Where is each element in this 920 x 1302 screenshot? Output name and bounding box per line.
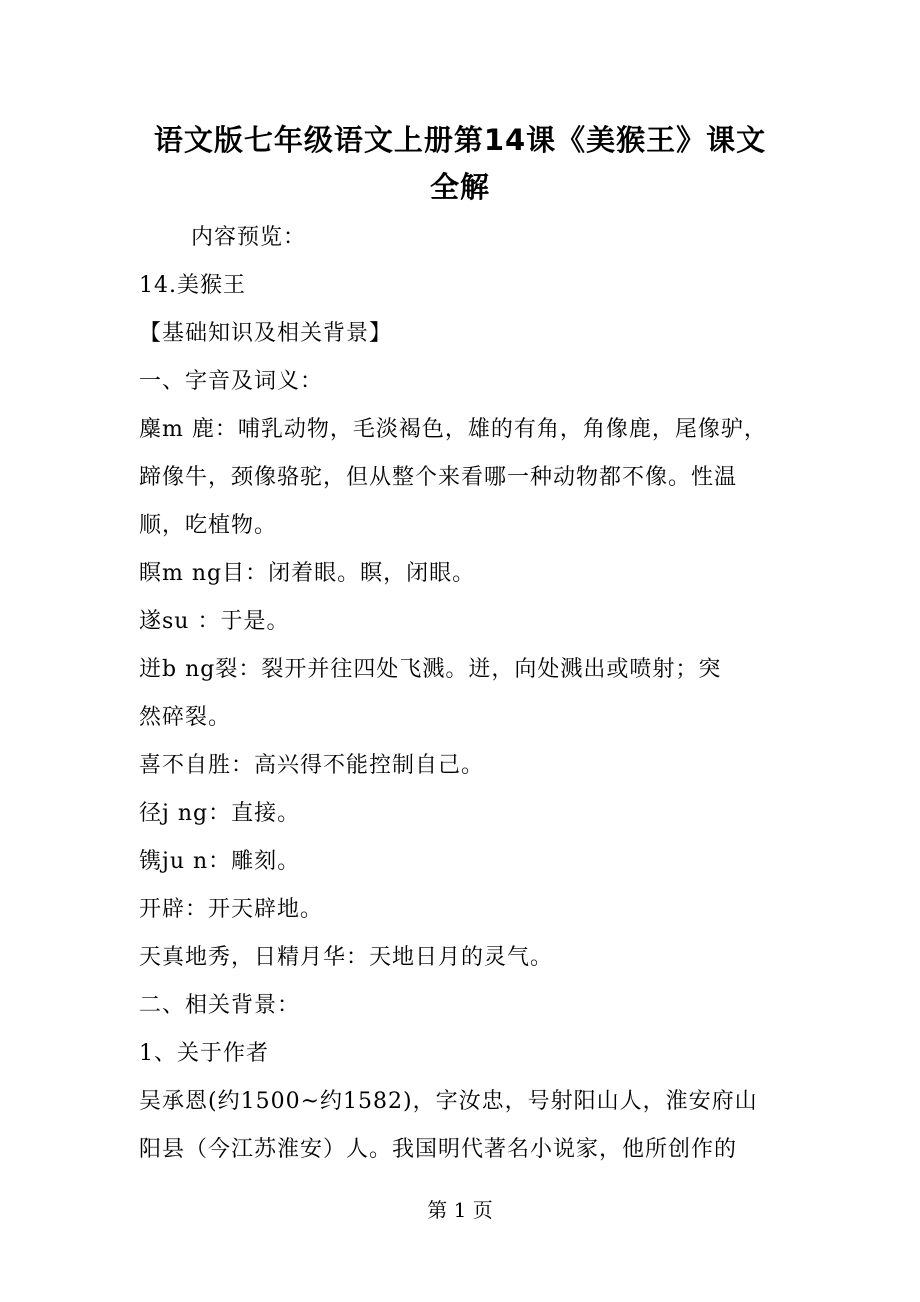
document-body [139,214,789,1174]
document-title-line-2: 全解 [429,170,490,204]
text-line: 开辟：开天辟地。 [139,897,324,922]
text-line: 瞑m ng目：闭着眼。瞑，闭眼。 [139,561,476,586]
text-line: 喜不自胜：高兴得不能控制自己。 [139,753,485,778]
text-line: 迸b ng裂：裂开并往四处飞溅。迸，向处溅出或喷射；突 [139,657,722,682]
lesson-heading: 14.美猴王 [139,273,246,298]
text-line: 阳县（今江苏淮安）人。我国明代著名小说家，他所创作的 [139,1137,738,1162]
text-line: 蹄像牛，颈像骆驼，但从整个来看哪一种动物都不像。性温 [139,465,738,490]
text-line: 遂su ：于是。 [139,609,290,634]
document-title-line-1: 语文版七年级语文上册第14课《美猴王》课文 [153,123,767,157]
subsection-heading: 二、相关背景： [139,993,301,1018]
text-line: 顺，吃植物。 [139,513,278,538]
text-line: 吴承恩(约1500~约1582)，字汝忠，号射阳山人，淮安府山 [139,1089,758,1114]
subsection-heading: 一、字音及词义： [139,369,324,394]
text-line: 麋m 鹿：哺乳动物，毛淡褐色，雄的有角，角像鹿，尾像驴， [139,417,767,442]
text-line: 然碎裂。 [139,705,232,730]
text-line: 天真地秀，日精月华：天地日月的灵气。 [139,945,554,970]
page-number: 第 1 页 [427,1198,493,1222]
section-heading: 【基础知识及相关背景】 [139,321,393,346]
preview-label: 内容预览： [191,225,307,250]
subsection-heading: 1、关于作者 [139,1041,269,1066]
text-line: 镌ju n：雕刻。 [139,849,301,874]
text-line: 径j ng：直接。 [139,801,301,826]
